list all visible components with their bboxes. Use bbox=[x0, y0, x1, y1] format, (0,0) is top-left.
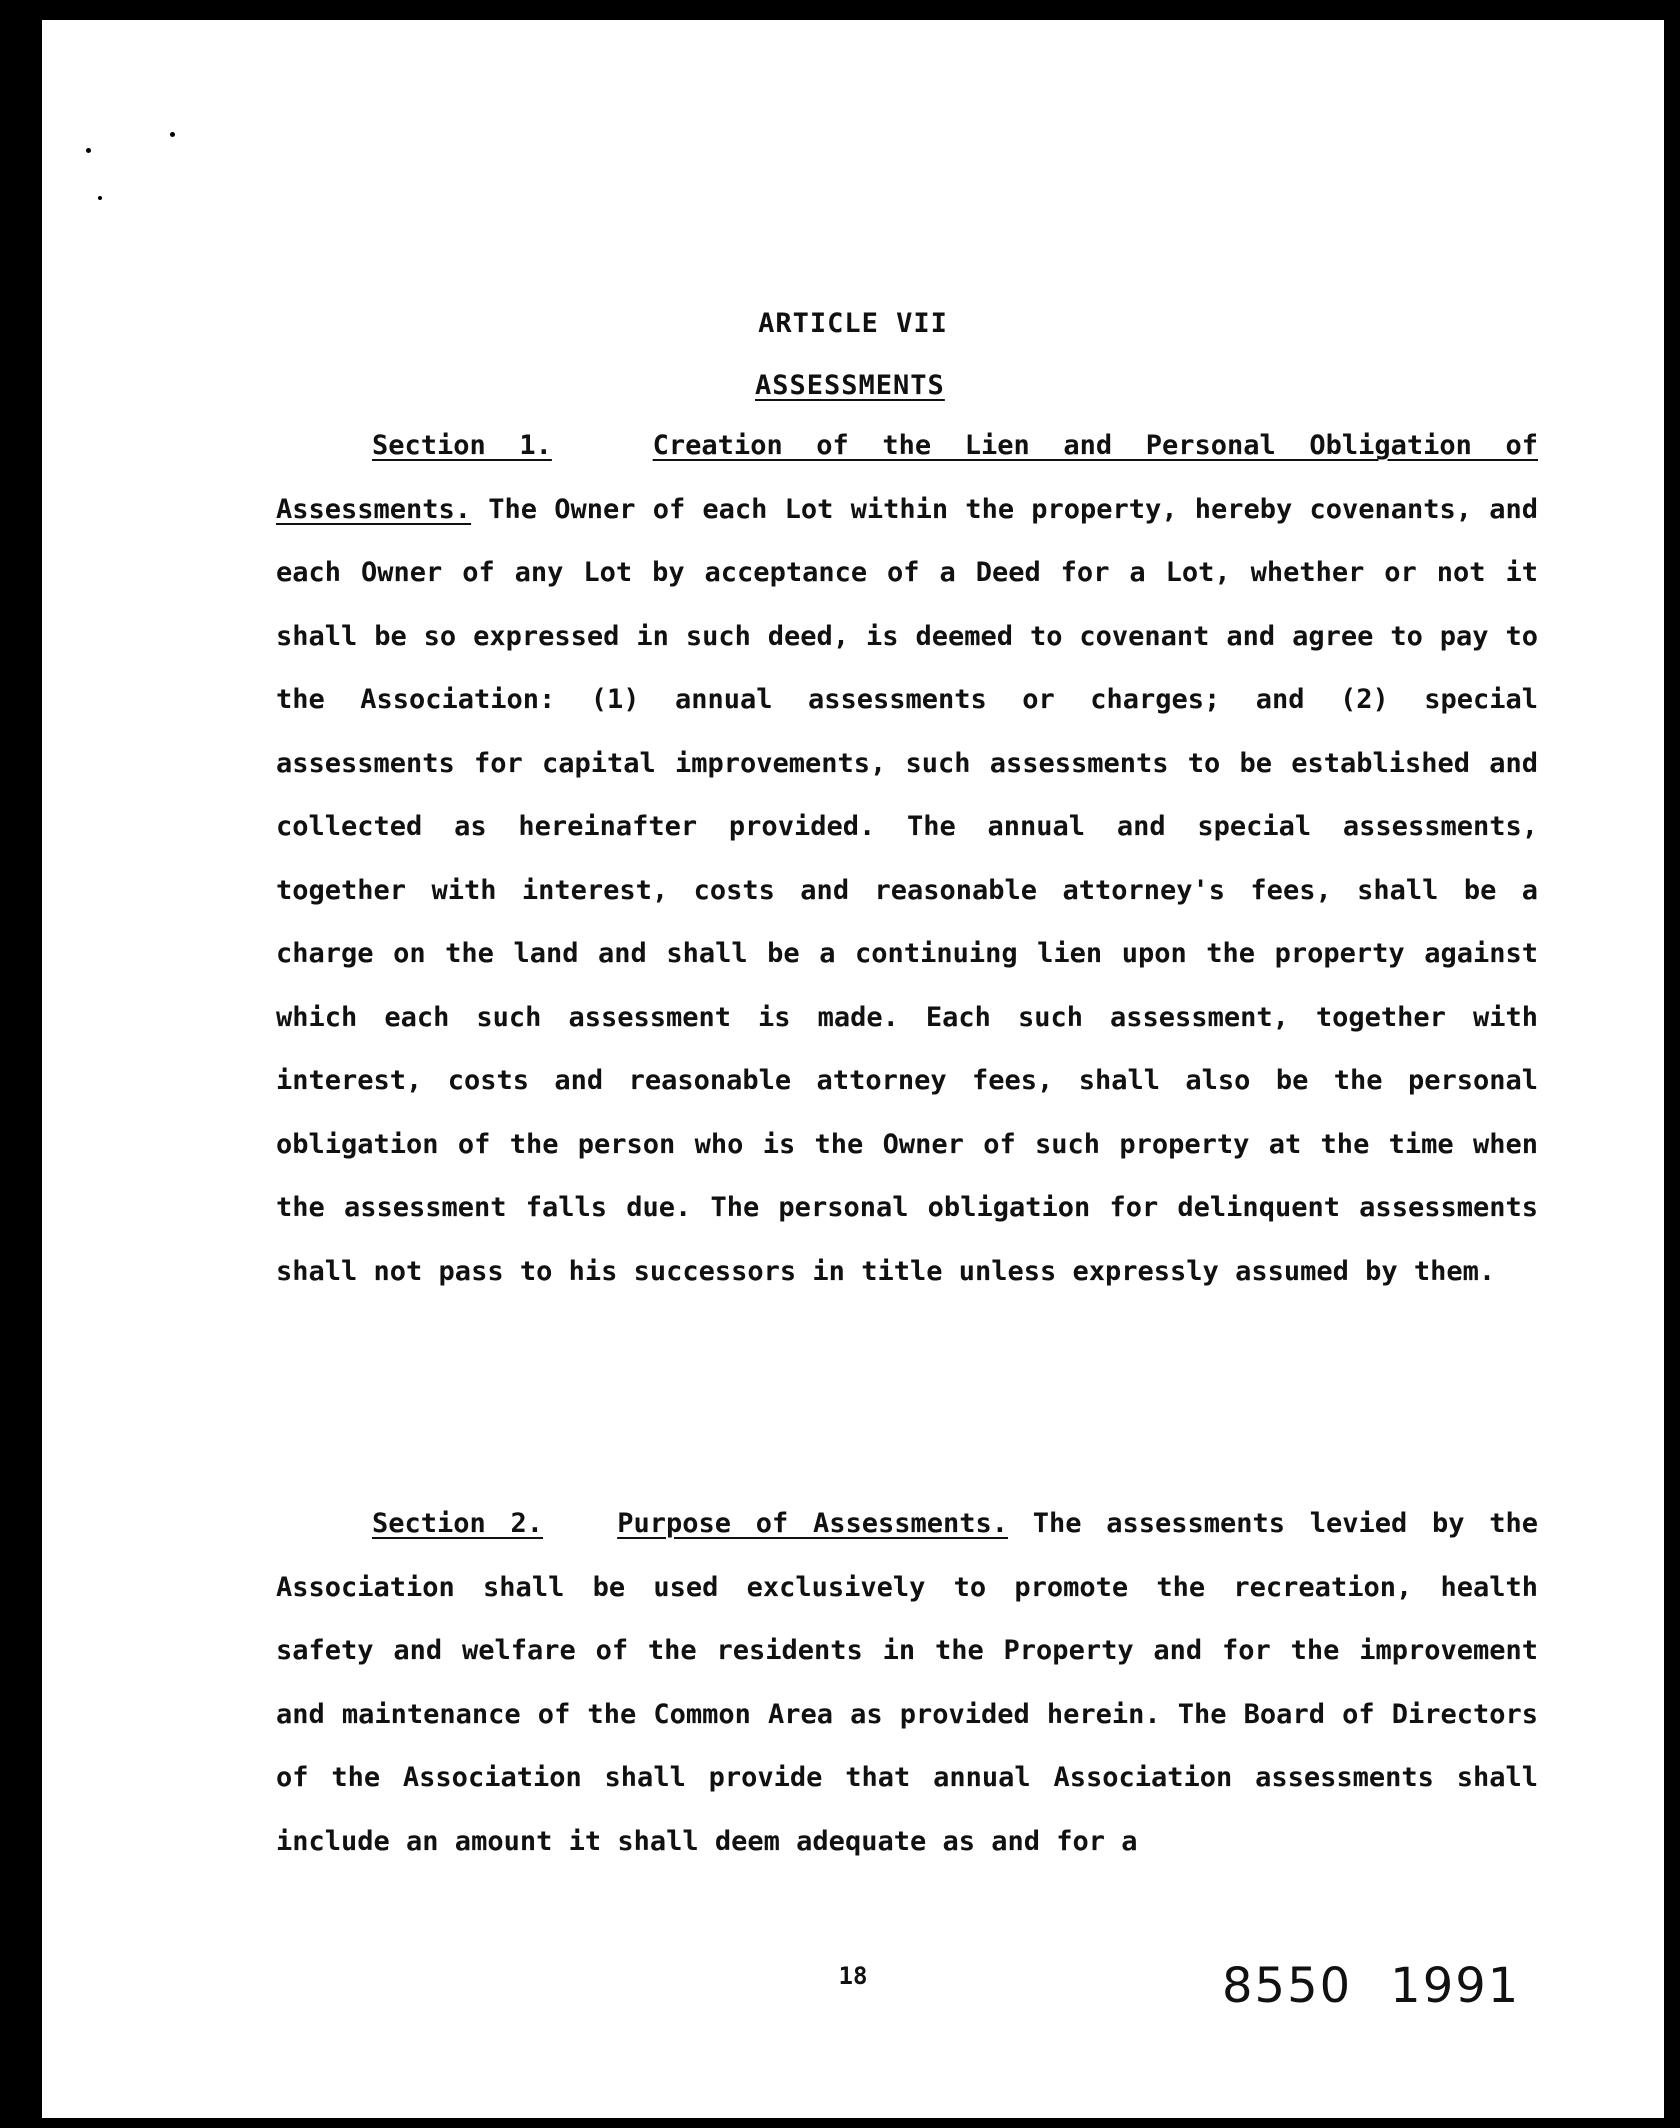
section-1-paragraph bbox=[276, 414, 1538, 1303]
scan-speck bbox=[86, 148, 91, 153]
scan-speck bbox=[98, 196, 102, 200]
stamp-year: 1991 bbox=[1390, 1958, 1521, 2014]
section-1-heading: Creation of the Lien and Personal Obligation of Assessments. bbox=[276, 430, 1538, 525]
document-page bbox=[42, 20, 1664, 2118]
section-2-label: Section 2. bbox=[372, 1508, 544, 1539]
page-number: 18 bbox=[838, 1962, 868, 1990]
article-subtitle: ASSESSMENTS bbox=[755, 370, 945, 401]
section-2-heading: Purpose of Assessments. bbox=[617, 1508, 1009, 1539]
section-2-paragraph bbox=[276, 1492, 1538, 1873]
section-2-body: The assessments levied by the Association shall be used exclusively to promote the recreation, health safety and welfare of the residents in the Property and for the improvement and maintenance of the Common Area as provided herein. The Board of Directors of the Association shall provide that annual Association assessments shall include an amount it shall deem adequate as and for a bbox=[276, 1508, 1539, 1857]
section-1-label: Section 1. bbox=[372, 430, 552, 461]
scan-speck bbox=[170, 132, 175, 137]
document-stamp bbox=[1222, 1958, 1520, 2014]
stamp-number: 8550 bbox=[1222, 1958, 1353, 2014]
article-title: ARTICLE VII bbox=[758, 308, 948, 339]
section-1-body: The Owner of each Lot within the property, hereby covenants, and each Owner of any Lot by acceptance of a Deed for a Lot, whether or not it shall be so expressed in such deed, is deemed to covenant and agree to pay to the Association: (1) annual assessments or charges; and (2) special assessments for capital improvements, such assessments to be established and collected as hereinafter provided. The annual and special assessments, together with interest, costs and reasonable attorney's fees, shall be a charge on the land and shall be a continuing lien upon the property against which each such assessment is made. Each such assessment, together with interest, costs and reasonable attorney fees, shall also be the personal obligation of the person who is the Owner of such property at the time when the assessment falls due. The personal obligation for delinquent assessments shall not pass to his successors in title unless expressly assumed by them. bbox=[276, 493, 1538, 1287]
